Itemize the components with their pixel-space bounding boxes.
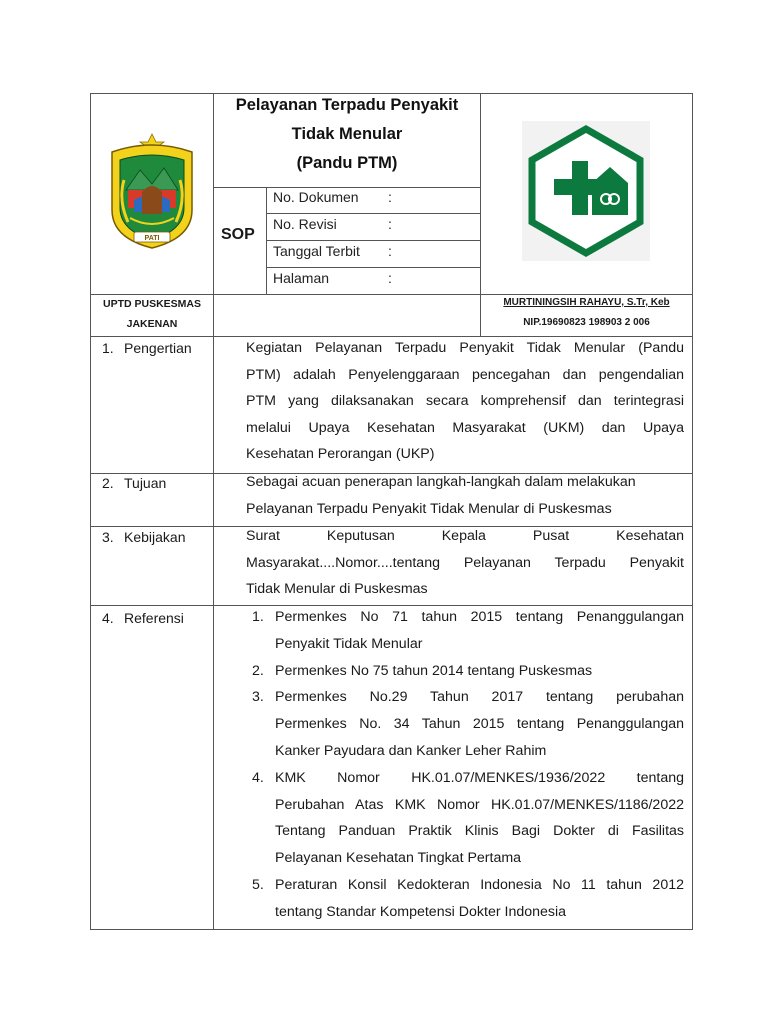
text-line: Penyakit Tidak Menular: [275, 635, 423, 652]
text-line: Permenkes No 71 tahun 2015 tentang Penanggulangan: [275, 609, 684, 625]
list-item: 3. Permenkes No.29 Tahun 2017 tentang perubahan Permenkes No. 34 Tahun 2015 tentang Penanggulangan Kanker Payudara dan Kanker Leher Rahim: [247, 684, 684, 764]
text-line: PTM) adalah Penyelenggaraan pencegahan dan pengendalian: [246, 366, 684, 383]
meta-row-page: [273, 270, 392, 286]
reference-list: [247, 604, 684, 926]
text-line: Kegiatan Pelayanan Terpadu Penyakit Tidak Menular (Pandu: [246, 340, 684, 356]
title-line: Tidak Menular: [291, 125, 403, 143]
text-line: Sebagai acuan penerapan langkah-langkah dalam melakukan: [246, 474, 636, 490]
section-label-kebijakan: 3. Kebijakan: [102, 529, 186, 545]
text-line: Tentang Panduan Praktik Klinis Bagi Dokter di Fasilitas: [275, 823, 684, 840]
text-line: Surat Keputusan Kepala Pusat Kesehatan: [246, 528, 684, 544]
meta-colon: :: [388, 270, 392, 286]
text-line: Masyarakat....Nomor....tentang Pelayanan Terpadu Penyakit: [246, 554, 684, 571]
text-line: KMK Nomor HK.01.07/MENKES/1936/2022 tentang: [275, 769, 684, 786]
meta-row-revision: [273, 216, 392, 232]
text-line: Permenkes No.29 Tahun 2017 tentang perubahan: [275, 689, 684, 706]
signatory: [481, 293, 692, 333]
text-line: Pelayanan Kesehatan Tingkat Pertama: [275, 850, 522, 867]
meta-label: No. Revisi: [273, 216, 337, 232]
text-line: tentang Standar Kompetensi Dokter Indonesia: [275, 903, 567, 920]
meta-label: No. Dokumen: [273, 189, 359, 205]
title-line: Pelayanan Terpadu Penyakit: [235, 96, 459, 114]
text-line: Permenkes No. 34 Tahun 2015 tentang Penanggulangan: [275, 716, 684, 733]
list-item: 5. Peraturan Konsil Kedokteran Indonesia No 11 tahun 2012 tentang Standar Kompetensi Dokter Indonesia: [247, 872, 684, 926]
meta-colon: :: [388, 216, 392, 232]
title-line: (Pandu PTM): [296, 154, 398, 172]
text-line: PTM yang dilaksanakan secara komprehensif dan terintegrasi: [246, 393, 684, 409]
text-line: Tidak Menular di Puskesmas: [246, 581, 428, 597]
unit-line: UPTD PUSKESMAS: [102, 298, 201, 310]
sop-label: SOP: [221, 226, 255, 243]
section-label-referensi: 4. Referensi: [102, 610, 184, 626]
text-line: Pelayanan Terpadu Penyakit Tidak Menular di Puskesmas: [246, 500, 612, 517]
list-item: 2. Permenkes No 75 tahun 2014 tentang Puskesmas: [247, 658, 684, 685]
text-line: melalui Upaya Kesehatan Masyarakat (UKM) dan Upaya: [246, 419, 684, 436]
signatory-name: MURTININGSIH RAHAYU, S.Tr, Keb: [503, 297, 670, 308]
unit-name: [91, 294, 213, 334]
section-text-kebijakan: [246, 523, 684, 603]
meta-row-document-number: [273, 189, 392, 205]
text-line: Permenkes No 75 tahun 2014 tentang Puskesmas: [275, 662, 593, 679]
section-label-tujuan: 2. Tujuan: [102, 475, 167, 491]
signatory-nip: NIP.19690823 198903 2 006: [523, 317, 650, 328]
meta-colon: :: [388, 189, 392, 205]
text-line: Kanker Payudara dan Kanker Leher Rahim: [275, 742, 547, 759]
unit-line: JAKENAN: [126, 318, 178, 330]
text-line: Kesehatan Perorangan (UKP): [246, 446, 435, 462]
meta-label: Halaman: [273, 270, 330, 286]
meta-label: Tanggal Terbit: [273, 243, 360, 259]
list-item: 4. KMK Nomor HK.01.07/MENKES/1936/2022 tentang Perubahan Atas KMK Nomor HK.01.07/MENKES/1186/2022 Tentang Panduan Praktik Klinis Bagi Dokter di Fasilitas Pelayanan Kesehatan Tingkat Pertama: [247, 765, 684, 872]
section-label-pengertian: 1. Pengertian: [102, 340, 192, 356]
section-text-pengertian: [246, 335, 684, 468]
meta-row-issue-date: [273, 243, 392, 259]
puskesmas-logo: [522, 121, 650, 261]
list-item: 1. Permenkes No 71 tahun 2015 tentang Penanggulangan Penyakit Tidak Menular: [247, 604, 684, 658]
text-line: Perubahan Atas KMK Nomor HK.01.07/MENKES/1186/2022: [275, 796, 684, 813]
document-title: [213, 91, 481, 178]
text-line: Peraturan Konsil Kedokteran Indonesia No 11 tahun 2012: [275, 876, 684, 893]
regency-crest-logo: [104, 130, 200, 252]
crest-banner-text: PATI: [144, 235, 160, 242]
meta-colon: :: [388, 243, 392, 259]
section-text-tujuan: [246, 469, 684, 522]
